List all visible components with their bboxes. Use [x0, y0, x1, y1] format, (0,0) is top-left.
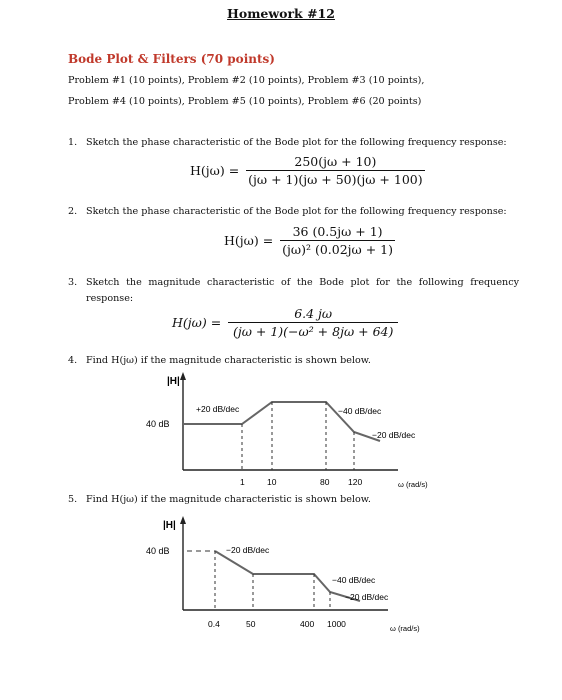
- tick-label: 0.4: [208, 619, 220, 629]
- numerator: 250(jω + 10): [294, 154, 377, 169]
- problem-number: 1.: [68, 137, 78, 148]
- page-title: Homework #12: [227, 6, 335, 21]
- level-label: 40 dB: [146, 546, 170, 556]
- slope-label: −20 dB/dec: [226, 545, 270, 555]
- x-axis-label: ω (rad/s): [398, 480, 428, 489]
- tick-label: 50: [246, 619, 256, 629]
- slope-label: −40 dB/dec: [332, 575, 376, 585]
- tick-label: 400: [300, 619, 315, 629]
- y-axis-label: |H|: [167, 376, 180, 387]
- problem-number: 3.: [68, 277, 78, 288]
- problem-text: Sketch the phase characteristic of the Bode plot for the following frequency response:: [86, 206, 507, 217]
- tick-label: 1: [240, 477, 245, 487]
- section-title: Bode Plot & Filters (70 points): [68, 52, 275, 66]
- points-line-1: Problem #1 (10 points), Problem #2 (10 points), Problem #3 (10 points),: [68, 75, 425, 86]
- denominator: (jω)² (0.02jω + 1): [282, 242, 393, 257]
- numerator: 36 (0.5jω + 1): [292, 224, 383, 239]
- problem-number: 2.: [68, 206, 78, 217]
- level-label: 40 dB: [146, 419, 170, 429]
- problem-number: 5.: [68, 494, 78, 505]
- problem-text: Sketch the phase characteristic of the Bode plot for the following frequency response:: [86, 137, 507, 148]
- numerator: 6.4 jω: [294, 306, 333, 321]
- slope-label: −20 dB/dec: [345, 592, 389, 602]
- denominator: (jω + 1)(jω + 50)(jω + 100): [248, 172, 423, 187]
- tick-label: 10: [267, 477, 277, 487]
- denominator: (jω + 1)(−ω² + 8jω + 64): [228, 322, 398, 339]
- problem-number: 4.: [68, 355, 78, 366]
- equation-lhs: H(jω) =: [172, 315, 222, 330]
- y-axis-label: |H|: [163, 520, 176, 531]
- slope-label: −40 dB/dec: [338, 406, 382, 416]
- problem-text: Sketch the magnitude characteristic of the Bode plot for the following frequency: [86, 277, 519, 288]
- problem-text: response:: [86, 293, 134, 304]
- problem-text: Find H(jω) if the magnitude characteristic is shown below.: [86, 355, 371, 366]
- equation-lhs: H(jω) =: [190, 163, 240, 178]
- y-axis-arrow: [180, 516, 186, 524]
- tick-label: 120: [348, 477, 363, 487]
- problem-text: Find H(jω) if the magnitude characteristic is shown below.: [86, 494, 371, 505]
- slope-label: −20 dB/dec: [372, 430, 416, 440]
- equation-lhs: H(jω) =: [224, 233, 274, 248]
- slope-label: +20 dB/dec: [196, 404, 240, 414]
- tick-label: 1000: [327, 619, 346, 629]
- tick-label: 80: [320, 477, 330, 487]
- points-line-2: Problem #4 (10 points), Problem #5 (10 points), Problem #6 (20 points): [68, 96, 422, 107]
- x-axis-label: ω (rad/s): [390, 624, 420, 633]
